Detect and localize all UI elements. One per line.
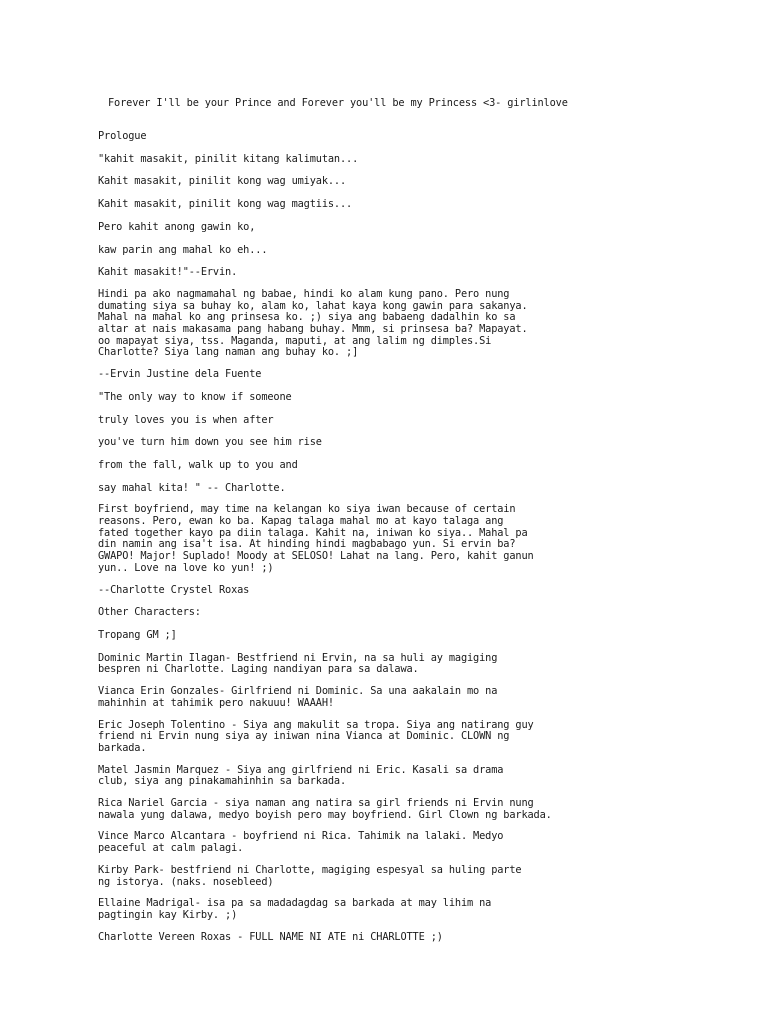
- paragraph: Other Characters:: [98, 606, 201, 619]
- paragraph: Vince Marco Alcantara - boyfriend ni Rica. Tahimik na lalaki. Medyo peaceful at calm palagi.: [98, 830, 504, 855]
- document-body: [98, 131, 738, 943]
- paragraph: First boyfriend, may time na kelangan ko siya iwan because of certain reasons. Pero, ewan ko ba. Kapag talaga mahal mo at kayo talaga ang fated together kayo pa diin talaga. Kahit na, iniwan ko siya.. Mahal pa din namin ang isa't isa. At hinding hindi magbabago yun. Si ervin ba? GWAPO! Major! Suplado! Moody at SELOSO! Lahat na lang. Pero, kahit ganun yun.. Love na love ko yun! ;): [98, 503, 534, 574]
- paragraph: from the fall, walk up to you and: [98, 458, 298, 471]
- paragraph: Eric Joseph Tolentino - Siya ang makulit sa tropa. Siya ang natirang guy friend ni Ervin nung siya ay iniwan nina Vianca at Dominic. CLOWN ng barkada.: [98, 718, 534, 754]
- paragraph: Rica Nariel Garcia - siya naman ang natira sa girl friends ni Ervin nung nawala yung dalawa, medyo boyish pero may boyfriend. Girl Clown ng barkada.: [98, 797, 552, 821]
- paragraph: Tropang GM ;]: [98, 628, 177, 641]
- paragraph: Charlotte Vereen Roxas - FULL NAME NI ATE ni CHARLOTTE ;): [98, 930, 443, 943]
- paragraph: say mahal kita! " -- Charlotte.: [98, 481, 286, 494]
- paragraph: Vianca Erin Gonzales- Girlfriend ni Dominic. Sa una aakalain mo na mahinhin at tahimik pero nakuuu! WAAAH!: [98, 685, 498, 709]
- paragraph: Matel Jasmin Marquez - Siya ang girlfriend ni Eric. Kasali sa drama club, siya ang pinakamahinhin sa barkada.: [98, 763, 504, 788]
- paragraph: Kahit masakit, pinilit kong wag umiyak...: [98, 175, 347, 188]
- paragraph: Prologue: [98, 130, 147, 142]
- paragraph: Hindi pa ako nagmamahal ng babae, hindi ko alam kung pano. Pero nung dumating siya sa buhay ko, alam ko, lahat kaya kong gawin para sakanya. Mahal na mahal ko ang prinsesa ko. ;) siya ang babaeng dadalhin ko sa altar at nais makasama pang habang buhay. Mmm, si prinsesa ba? Mapayat. oo mapayat siya, tss. Maganda, maputi, at ang lalim ng dimples.Si Charlotte? Siya lang naman ang buhay ko. ;]: [98, 287, 528, 359]
- paragraph: truly loves you is when after: [98, 413, 274, 426]
- paragraph: "kahit masakit, pinilit kitang kalimutan...: [98, 152, 359, 165]
- paragraph: Kirby Park- bestfriend ni Charlotte, magiging espesyal sa huling parte ng istorya. (naks. nosebleed): [98, 863, 522, 888]
- paragraph: Kahit masakit, pinilit kong wag magtiis...: [98, 198, 353, 211]
- paragraph: "The only way to know if someone: [98, 390, 292, 403]
- paragraph: Pero kahit anong gawin ko,: [98, 220, 256, 233]
- paragraph: --Charlotte Crystel Roxas: [98, 583, 250, 596]
- paragraph: --Ervin Justine dela Fuente: [98, 368, 262, 381]
- document-title: Forever I'll be your Prince and Forever you'll be my Princess <3- girlinlove: [108, 97, 568, 109]
- paragraph: kaw parin ang mahal ko eh...: [98, 243, 268, 256]
- paragraph: Kahit masakit!"--Ervin.: [98, 266, 238, 279]
- paragraph: Dominic Martin Ilagan- Bestfriend ni Ervin, na sa huli ay magiging bespren ni Charlotte. Laging nandiyan para sa dalawa.: [98, 651, 498, 676]
- paragraph: you've turn him down you see him rise: [98, 436, 322, 449]
- paragraph: Ellaine Madrigal- isa pa sa madadagdag sa barkada at may lihim na pagtingin kay Kirby. ;): [98, 897, 492, 921]
